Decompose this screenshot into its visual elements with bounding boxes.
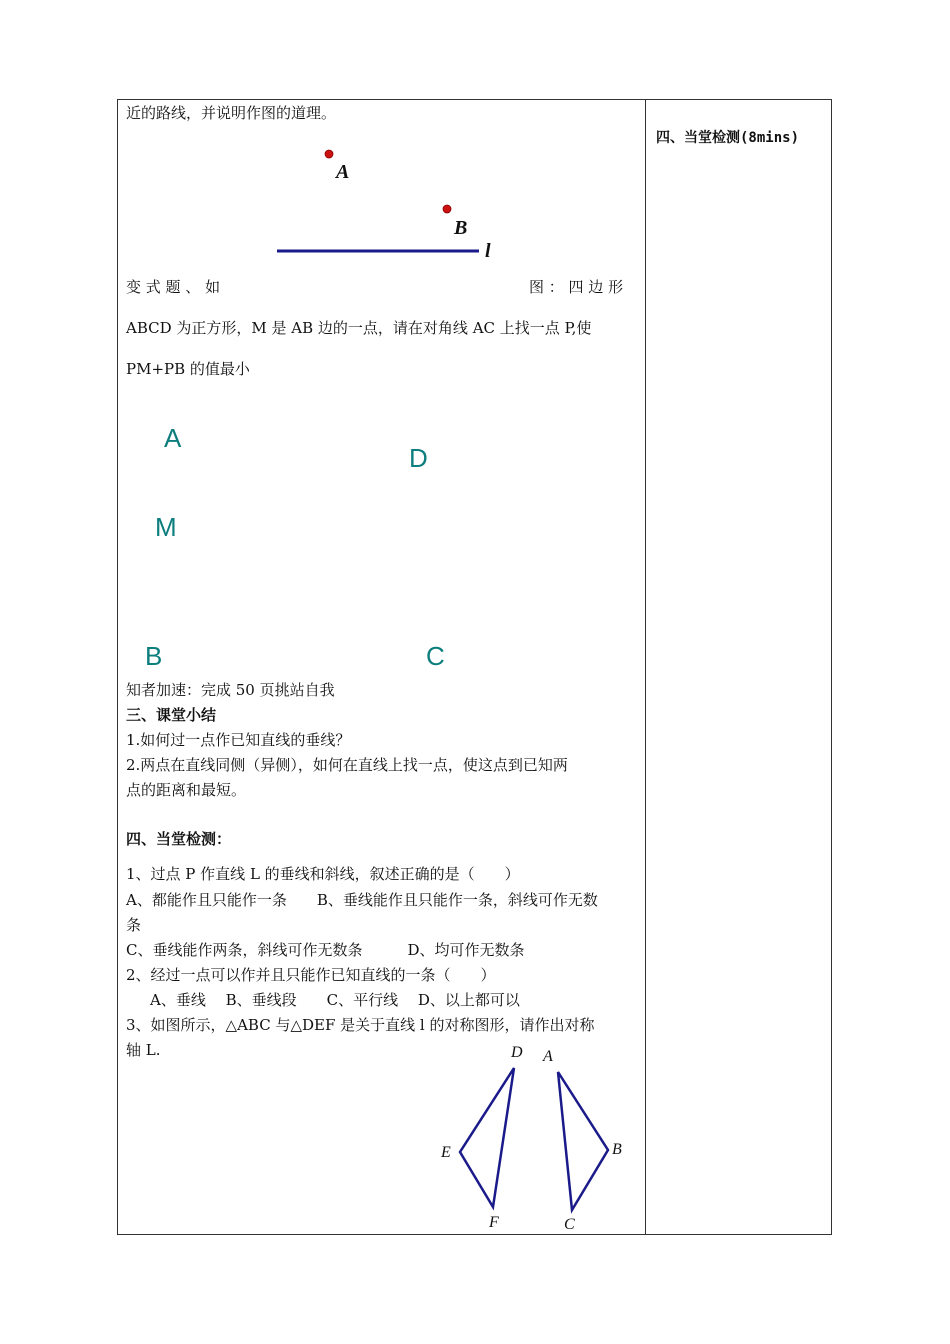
summary-heading: 三、课堂小结	[126, 706, 217, 724]
label-line-l: l	[485, 240, 491, 262]
square-label-m: M	[155, 512, 177, 542]
test-q1-options-ab: A、都能作且只能作一条 B、垂线能作且只能作一条，斜线可作无数	[126, 891, 598, 909]
test-q1-options-ab-cont: 条	[126, 916, 142, 934]
test-q2-options: A、垂线 B、垂线段 C、平行线 D、以上都可以	[150, 991, 520, 1009]
test-q1-options-cd: C、垂线能作两条，斜线可作无数条 D、均可作无数条	[126, 941, 525, 959]
test-heading: 四、当堂检测：	[126, 830, 232, 848]
extra-task: 知者加速：完成 50 页挑站自我	[126, 681, 335, 699]
variant-text-3: PM+PB 的值最小	[126, 360, 250, 378]
label-point-b: B	[454, 217, 468, 239]
square-label-c: C	[426, 641, 445, 671]
summary-q2-line1: 2.两点在直线同侧（异侧），如何在直线上找一点，使这点到已知两	[126, 756, 568, 774]
label-f: F	[489, 1214, 499, 1231]
side-heading: 四、当堂检测(8mins)	[656, 130, 800, 146]
label-e: E	[441, 1144, 451, 1161]
test-q3-line1: 3、如图所示，△ABC 与△DEF 是关于直线 l 的对称图形，请作出对称	[126, 1016, 595, 1034]
label-a: A	[543, 1048, 553, 1065]
label-d: D	[511, 1044, 523, 1061]
square-label-d: D	[409, 443, 428, 473]
test-q2: 2、经过一点可以作并且只能作已知直线的一条（ ）	[126, 966, 496, 984]
variant-text-2: ABCD 为正方形，M 是 AB 边的一点，请在对角线 AC 上找一点 P,使	[126, 319, 592, 337]
square-label-b: B	[145, 641, 163, 671]
test-q1: 1、过点 P 作直线 L 的垂线和斜线，叙述正确的是（ ）	[126, 865, 520, 883]
square-label-a: A	[164, 423, 182, 453]
label-c: C	[564, 1216, 575, 1233]
summary-q2-line2: 点的距离和最短。	[126, 781, 247, 799]
triangle-abc	[558, 1072, 608, 1210]
variant-text-left: 变 式 题 、 如	[126, 278, 221, 296]
intro-tail: 近的路线，并说明作图的道理。	[126, 104, 337, 122]
variant-text-right: 图 ： 四 边 形	[529, 278, 624, 296]
label-b: B	[612, 1141, 622, 1158]
triangle-def	[460, 1068, 514, 1207]
label-point-a: A	[336, 161, 350, 183]
test-q3-line2: 轴 L.	[126, 1041, 161, 1059]
summary-q1: 1.如何过一点作已知直线的垂线？	[126, 731, 351, 749]
